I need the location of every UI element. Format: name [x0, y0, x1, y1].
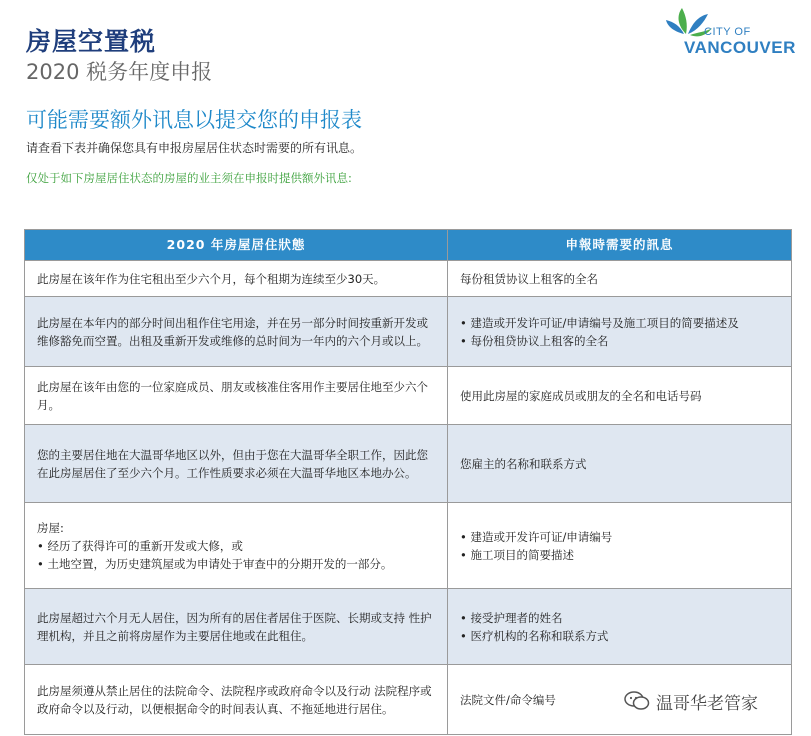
- info-cell: [448, 503, 792, 589]
- info-cell: [448, 261, 792, 297]
- status-cell: [25, 589, 448, 665]
- intro-text: 请查看下表并确保您具有申报房屋居住状态时需要的所有讯息。: [26, 141, 363, 155]
- status-text: 此房屋超过六个月无人居住，因为所有的居住者居住于医院、长期或支持 性护理机构，并且之前将房屋作为主要居住地或在此租住。: [37, 610, 432, 643]
- status-cell: [25, 297, 448, 367]
- section-heading: 可能需要额外讯息以提交您的申报表: [26, 108, 362, 132]
- info-text: 法院文件/命令编号: [460, 692, 556, 707]
- status-cell: [25, 261, 448, 297]
- status-text: • 经历了获得许可的重新开发或大修，或: [37, 538, 243, 553]
- header-info: 申報時需要的訊息: [448, 230, 792, 261]
- table-header-row: [25, 230, 792, 261]
- status-text: 此房屋在该年由您的一位家庭成员、朋友或核准住客用作主要居住地至少六个月。: [37, 379, 428, 412]
- status-text: 此房屋在本年内的部分时间出租作住宅用途，并在另一部分时间按重新开发或维修豁免而空置。出租及重新开发或维修的总时间为一年内的六个月或以上。: [37, 315, 428, 348]
- status-text: 此房屋须遵从禁止居住的法院命令、法院程序或政府命令以及行动 法院程序或政府命令以及行动，以便根据命令的时间表认真、不拖延地进行居住。: [37, 683, 432, 716]
- status-text: • 土地空置，为历史建筑屋或为申请处于审查中的分期开发的一部分。: [37, 556, 393, 571]
- table-row: [25, 503, 792, 589]
- logo-line1: CITY OF: [704, 26, 751, 38]
- note-text: 仅处于如下房屋居住状态的房屋的业主须在申报时提供额外讯息:: [26, 171, 352, 185]
- table-row: [25, 367, 792, 425]
- requirements-table: [24, 229, 792, 735]
- info-text: • 建造或开发许可证/申请编号: [460, 529, 613, 544]
- info-text: • 医疗机构的名称和联系方式: [460, 628, 609, 643]
- logo-line2: VANCOUVER: [684, 38, 796, 57]
- header-status: 2020 年房屋居住狀態: [25, 230, 448, 261]
- info-cell: [448, 297, 792, 367]
- status-cell: [25, 665, 448, 735]
- status-cell: [25, 367, 448, 425]
- table-row: [25, 297, 792, 367]
- info-text: 每份租赁协议上租客的全名: [460, 271, 598, 286]
- status-text: 房屋:: [37, 520, 64, 535]
- info-cell: [448, 425, 792, 503]
- info-text: • 施工项目的简要描述: [460, 547, 574, 562]
- table-row: [25, 589, 792, 665]
- wechat-watermark: [620, 686, 762, 716]
- info-text: 使用此房屋的家庭成员或朋友的全名和电话号码: [460, 388, 702, 403]
- watermark-text: 温哥华老管家: [656, 693, 758, 714]
- city-of-vancouver-logo: [664, 4, 804, 64]
- wechat-icon: [624, 690, 650, 712]
- status-cell: [25, 425, 448, 503]
- table-row: [25, 425, 792, 503]
- info-text: • 每份租贷协议上租客的全名: [460, 333, 609, 348]
- page-subtitle: 2020 税务年度申报: [26, 60, 213, 84]
- status-text: 您的主要居住地在大温哥华地区以外，但由于您在大温哥华全职工作，因此您在此房屋居住了至少六个月。工作性质要求必须在大温哥华地区本地办公。: [37, 447, 428, 480]
- table-row: [25, 261, 792, 297]
- info-text: • 接受护理者的姓名: [460, 610, 563, 625]
- status-text: 此房屋在该年作为住宅租出至少六个月，每个租期为连续至少30天。: [37, 271, 386, 286]
- info-cell: [448, 589, 792, 665]
- page-title: 房屋空置税: [26, 27, 157, 56]
- info-text: • 建造或开发许可证/申请编号及施工项目的简要描述及: [460, 315, 739, 330]
- status-cell: [25, 503, 448, 589]
- info-cell: [448, 367, 792, 425]
- info-text: 您雇主的名称和联系方式: [460, 456, 587, 471]
